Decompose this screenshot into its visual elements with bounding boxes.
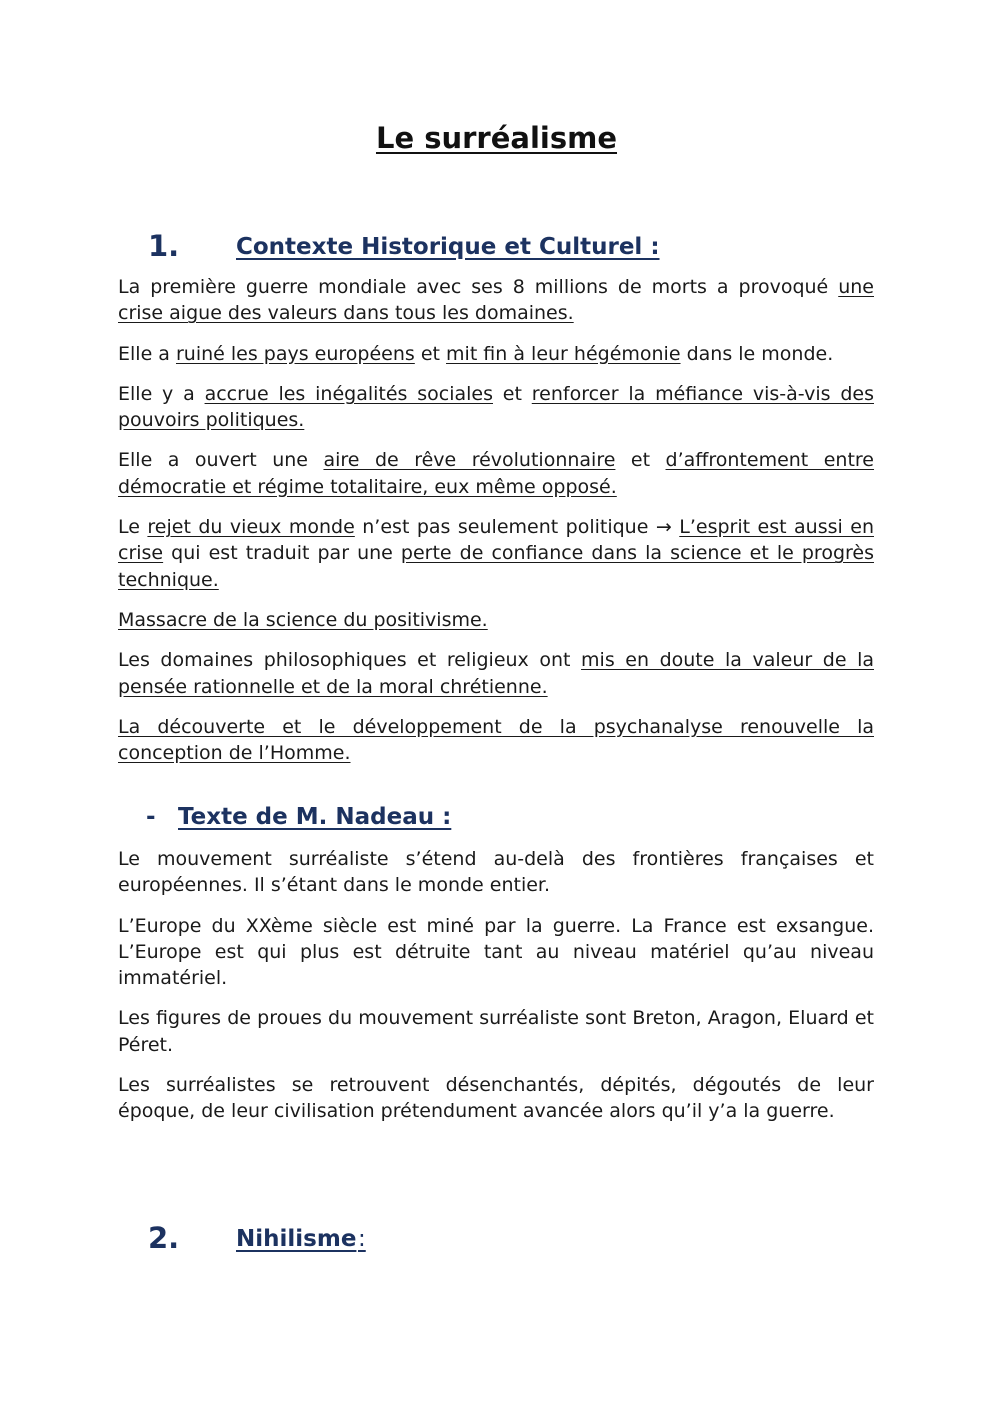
paragraph: Les surréalistes se retrouvent désenchantés, dépités, dégoutés de leur époque, de leur civilisation prétendument avancée alors qu’il y’a la guerre. <box>118 1074 874 1123</box>
arrow-right-icon: → <box>655 516 672 539</box>
paragraph: Massacre de la science du positivisme. <box>118 608 488 631</box>
section-title: Nihilisme <box>236 1226 357 1252</box>
section-number: 1. <box>148 229 180 263</box>
subsection-title: Texte de M. Nadeau : <box>178 804 452 830</box>
paragraph: Les figures de proues du mouvement surréaliste sont Breton, Aragon, Eluard et Péret. <box>118 1007 874 1056</box>
paragraph: Elle a ouvert une aire de rêve révolutionnaire et d’affrontement entre démocratie et régime totalitaire, eux même opposé. <box>118 449 875 498</box>
paragraph: Le mouvement surréaliste s’étend au-delà des frontières françaises et européennes. Il s’étant dans le monde entier. <box>118 848 874 897</box>
paragraph: La découverte et le développement de la psychanalyse renouvelle la conception de l’Homme. <box>118 715 874 765</box>
bullet-dash: - <box>146 804 156 830</box>
paragraph: La première guerre mondiale avec ses 8 millions de morts a provoqué une crise aigue des valeurs dans tous les domaines. <box>118 276 874 325</box>
page-title: Le surréalisme <box>375 121 618 155</box>
section-colon: : <box>358 1226 366 1252</box>
subsection-heading <box>146 800 451 834</box>
paragraph: Elle y a accrue les inégalités sociales et renforcer la méfiance vis-à-vis des pouvoirs politiques. <box>118 382 874 432</box>
paragraph: Le rejet du vieux monde n’est pas seulement politique → L’esprit est aussi en crise qui est traduit par une perte de confiance dans la science et le progrès technique. <box>118 516 874 591</box>
subsection-body <box>118 846 874 1139</box>
paragraph: Elle a ruiné les pays européens et mit fin à leur hégémonie dans le monde. <box>118 342 834 365</box>
paragraph: L’Europe du XXème siècle est miné par la guerre. La France est exsangue. L’Europe est qui plus est détruite tant au niveau matériel qu’au niveau immatériel. <box>118 914 874 990</box>
section-title: Contexte Historique et Culturel : <box>236 234 660 260</box>
paragraph: Les domaines philosophiques et religieux ont mis en doute la valeur de la pensée rationnelle et de la moral chrétienne. <box>118 649 874 698</box>
section-number: 2. <box>148 1221 180 1255</box>
section-1-body <box>118 274 874 780</box>
